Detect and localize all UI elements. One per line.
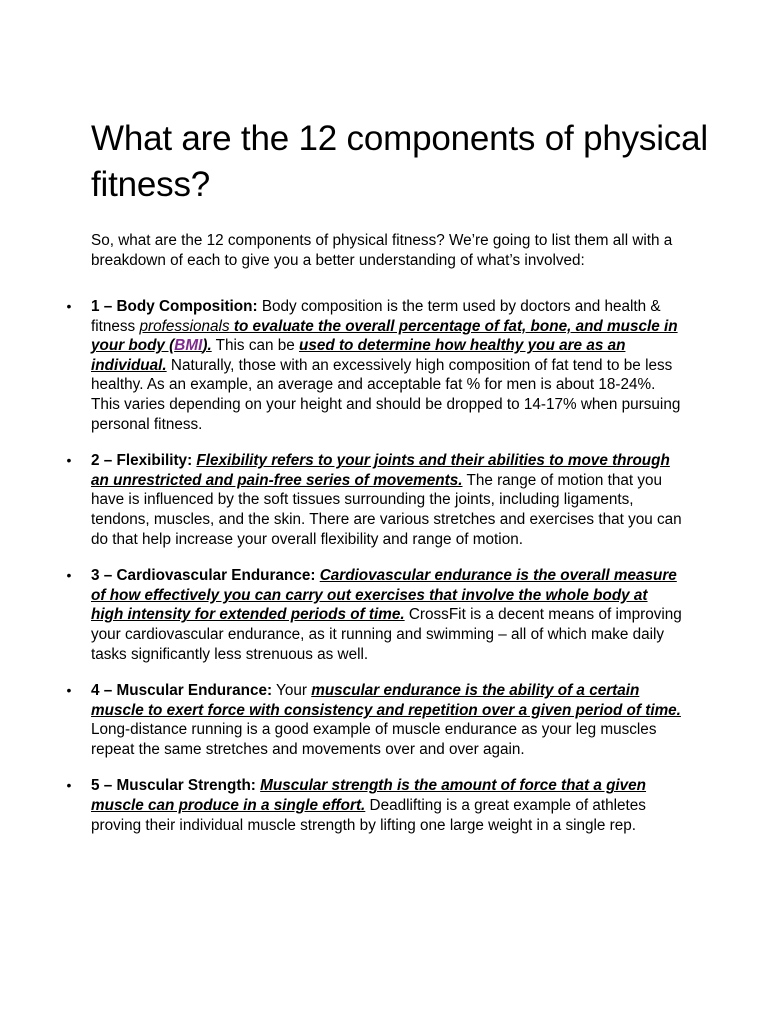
professionals-text: professionals [139,317,230,335]
item-key-text: muscular endurance is the ability of a certain muscle to exert force with consistency and repetition over a given period of time. [91,682,681,719]
item-text: Naturally, those with an excessively high composition of fat tend to be less healthy. As an example, an average and acceptable fat % for men is about 18-24%. This varies depending on your height and should be dropped to 14-17% when pursuing personal fitness. [91,356,681,433]
item-key-text: Flexibility refers to your joints and their abilities to move through an unrestricted and pain-free series of movements. [91,452,670,489]
list-item-flexibility [66,451,683,549]
item-text: Your [272,682,312,700]
list-item-muscular-strength [66,776,683,835]
item-text: This can be [211,337,300,355]
item-heading: 1 – Body Composition: [91,298,258,315]
bullet-icon: • [66,452,72,469]
item-key-text: Muscular strength is the amount of force that a given muscle can produce in a single effort. [91,777,647,815]
bmi-link[interactable]: BMI [174,337,203,355]
bullet-icon: • [66,682,72,699]
item-text: Deadlifting is a great example of athletes proving their individual muscle strength by lifting one large weight in a single rep. [91,797,646,834]
list-item-body-composition [66,297,683,434]
item-heading: 5 – Muscular Strength: [91,777,256,795]
item-text: CrossFit is a decent means of improving your cardiovascular endurance, as it running and swimming – all of which make daily tasks significantly less strenuous as well. [91,606,682,663]
item-heading: 3 – Cardiovascular Endurance: [91,567,316,585]
item-key-text: Cardiovascular endurance is the overall measure of how effectively you can carry out exercises that involve the whole body at high intensity for extended periods of time. [91,567,677,624]
item-text: The range of motion that you have is influenced by the soft tissues surrounding the joints, including ligaments, tendons, muscles, and the skin. There are various stretches and exercises that you can do that help increase your overall flexibility and range of motion. [91,471,682,548]
item-key-text: used to determine how healthy you are as an individual. [91,337,626,374]
item-heading: 4 – Muscular Endurance: [91,682,273,700]
list-item-cardiovascular-endurance [66,566,683,664]
item-text: Body composition is the term used by doctors and health & fitness [91,298,661,335]
item-heading: 2 – Flexibility: [91,452,193,470]
page-title: What are the 12 components of physical fitness? [91,119,708,204]
list-item-muscular-endurance [66,681,683,759]
bullet-icon: • [66,298,72,314]
item-key-text: to evaluate the overall percentage of fat, bone, and muscle in your body ( [91,317,678,355]
bullet-icon: • [66,777,72,794]
intro-paragraph: So, what are the 12 components of physical fitness? We’re going to list them all with a breakdown of each to give you a better understanding of what’s involved: [91,232,673,269]
item-key-text: ). [202,337,212,355]
components-list [0,297,768,852]
item-text: Long-distance running is a good example of muscle endurance as your leg muscles repeat the same stretches and movements over and over again. [91,721,657,758]
bullet-icon: • [66,567,72,584]
